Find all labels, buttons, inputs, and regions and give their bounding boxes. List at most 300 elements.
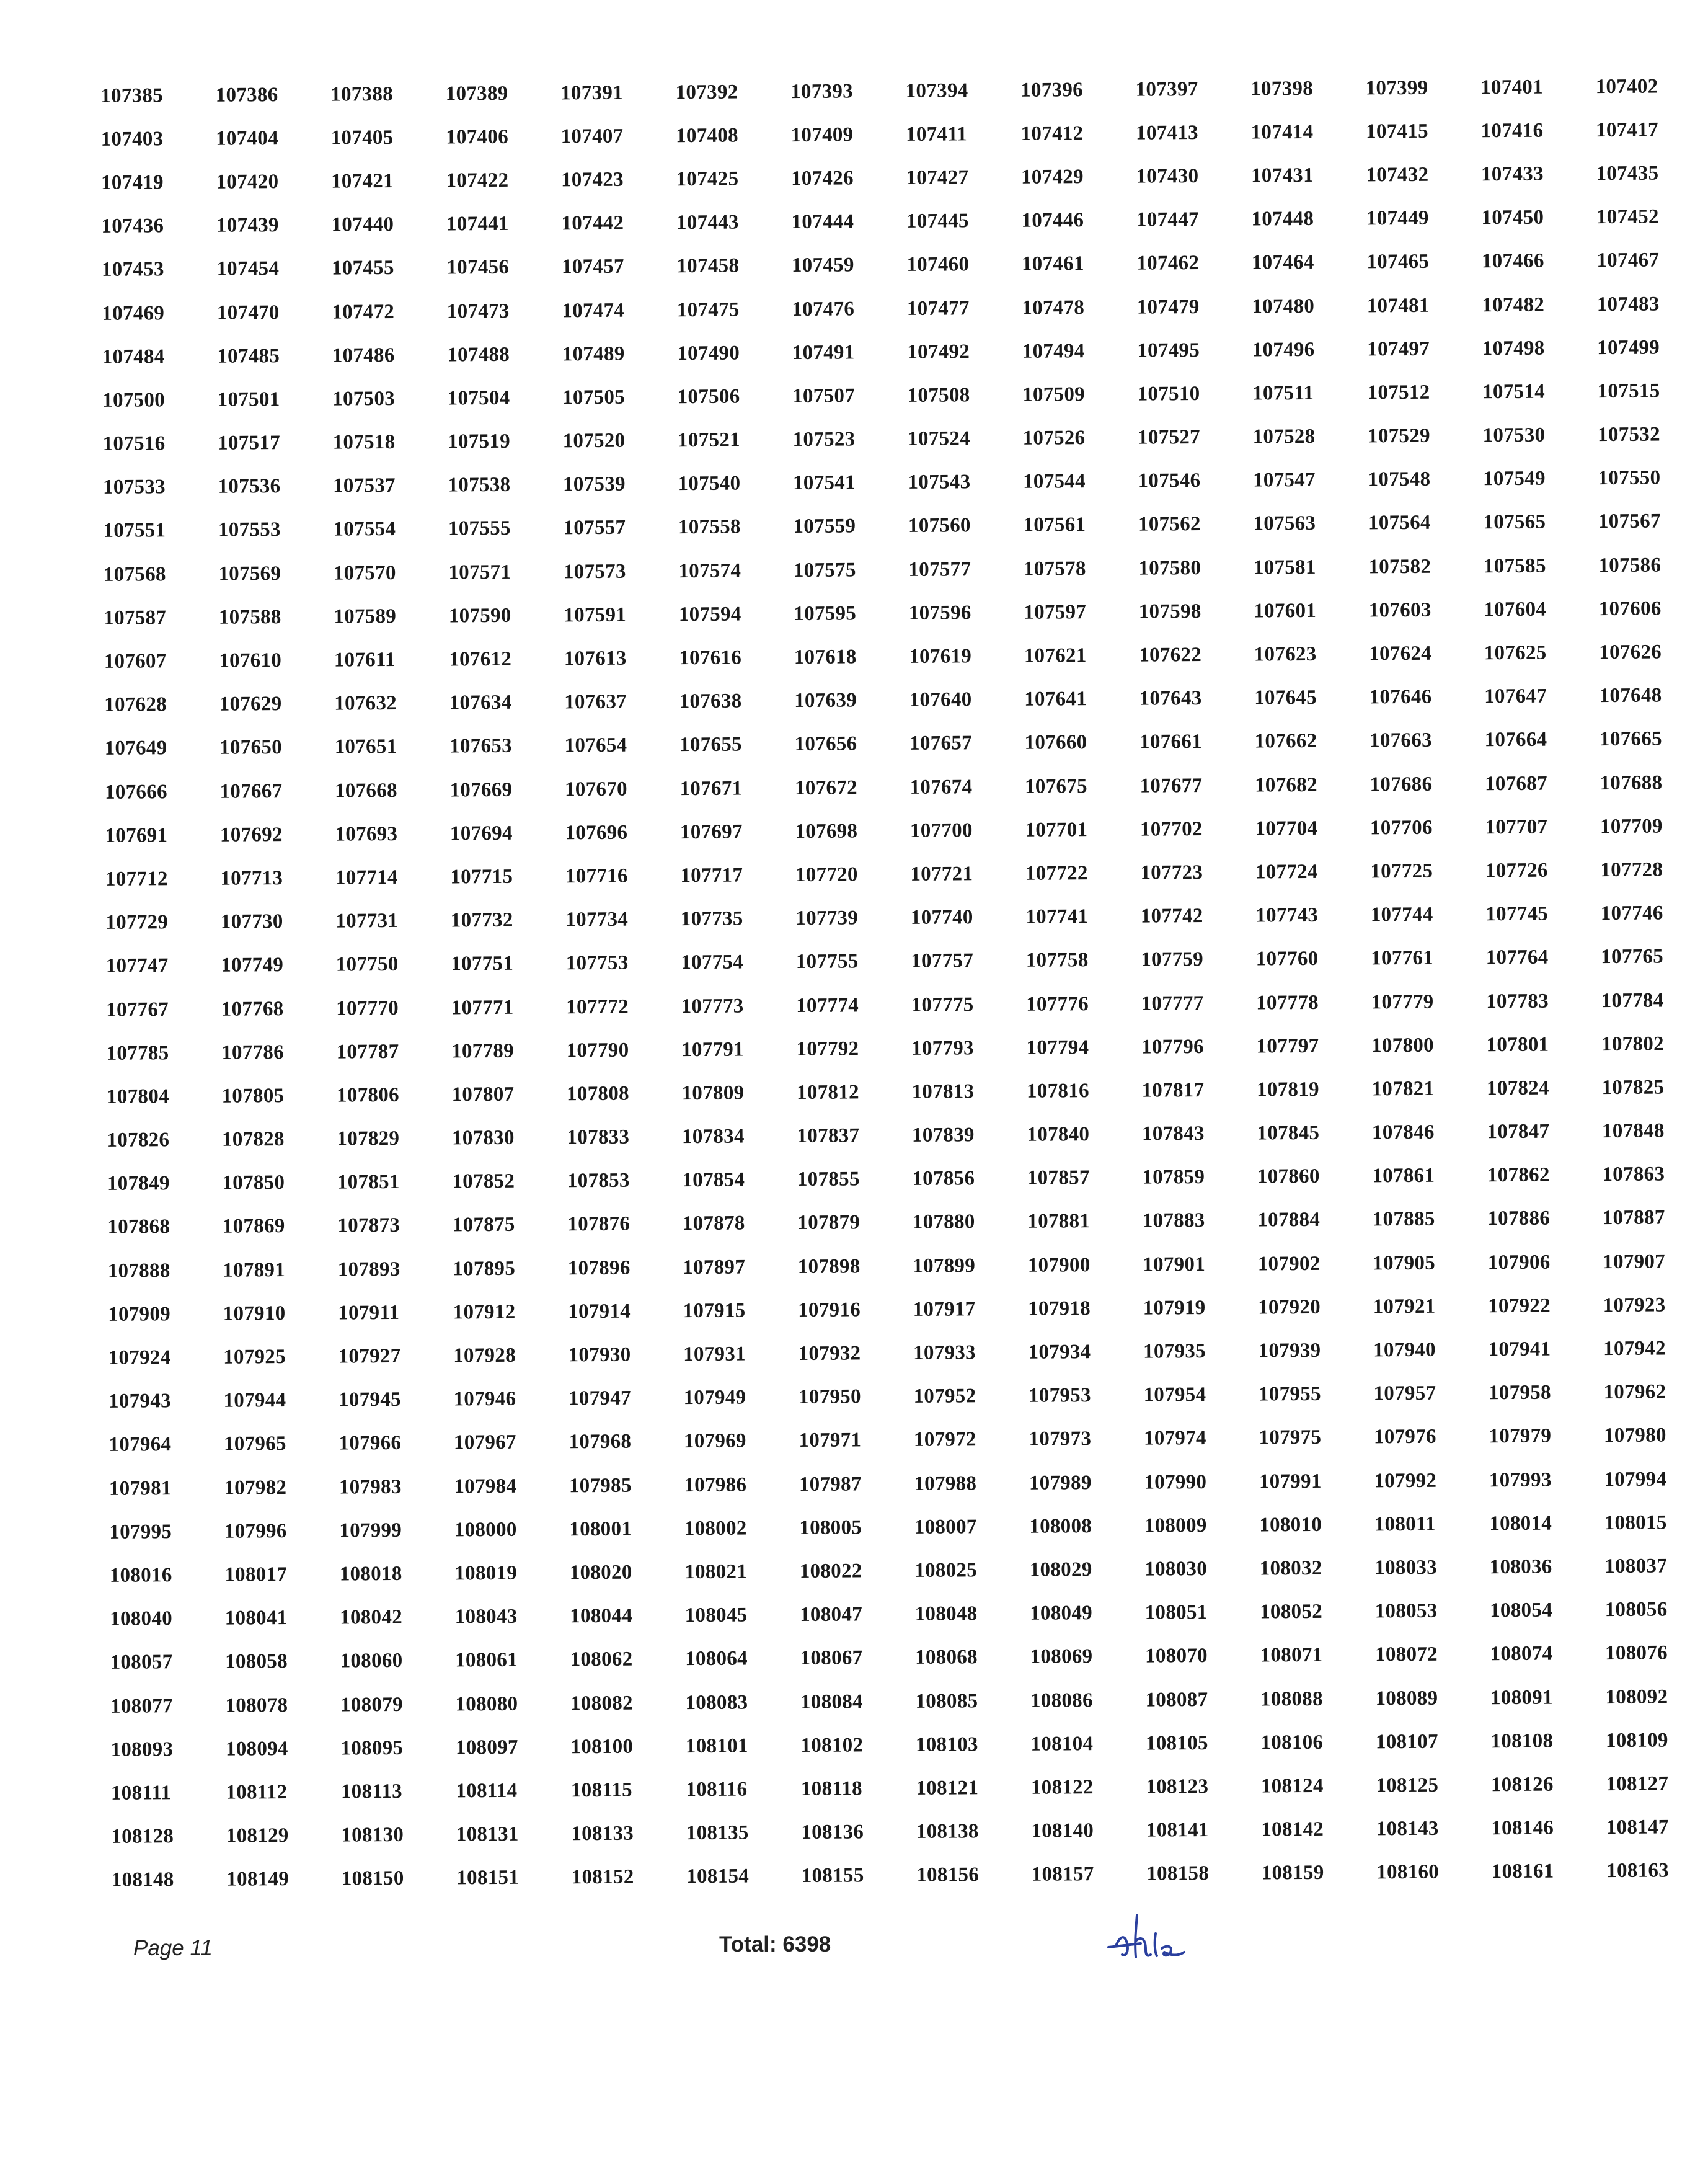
number-cell: 107449 — [1366, 206, 1429, 230]
number-row — [98, 1849, 1708, 1903]
number-cell: 107509 — [1022, 383, 1086, 406]
number-cell: 108019 — [454, 1561, 518, 1585]
number-cell: 107825 — [1601, 1076, 1665, 1099]
number-cell: 108094 — [225, 1737, 288, 1761]
number-cell: 108138 — [916, 1820, 979, 1843]
number-cell: 108011 — [1374, 1512, 1436, 1536]
number-cell: 108158 — [1146, 1862, 1210, 1885]
number-cell: 107734 — [565, 908, 629, 931]
number-cell: 108033 — [1374, 1556, 1438, 1579]
number-cell: 108102 — [800, 1734, 864, 1757]
number-cell: 107483 — [1596, 293, 1660, 316]
number-cell: 107700 — [909, 819, 973, 842]
number-cell: 107641 — [1024, 688, 1087, 711]
number-cell: 108078 — [225, 1694, 288, 1717]
number-cell: 108155 — [801, 1864, 864, 1888]
number-cell: 107783 — [1486, 990, 1549, 1013]
number-cell: 108069 — [1030, 1645, 1093, 1669]
number-cell: 107702 — [1139, 817, 1203, 841]
number-cell: 107746 — [1600, 902, 1663, 925]
number-cell: 107561 — [1023, 513, 1086, 537]
number-cell: 107754 — [681, 951, 744, 974]
number-cell: 107742 — [1140, 905, 1203, 928]
number-cell: 107981 — [108, 1477, 172, 1500]
number-cell: 107409 — [790, 123, 854, 146]
number-cell: 107478 — [1022, 296, 1085, 319]
number-cell: 107996 — [224, 1519, 287, 1543]
number-cell: 107758 — [1025, 949, 1089, 972]
number-cell: 108077 — [110, 1694, 173, 1718]
number-cell: 107645 — [1254, 686, 1317, 709]
number-cell: 107595 — [794, 602, 857, 625]
number-cell: 107441 — [446, 213, 509, 236]
number-cell: 107765 — [1601, 945, 1664, 969]
number-cell: 107990 — [1144, 1470, 1207, 1494]
number-cell: 107994 — [1604, 1468, 1667, 1491]
number-cell: 108025 — [914, 1559, 978, 1582]
number-cell: 107412 — [1020, 122, 1084, 145]
number-cell: 107731 — [335, 910, 399, 933]
number-cell: 107891 — [223, 1258, 286, 1282]
number-cell: 107897 — [683, 1256, 746, 1279]
number-cell: 107915 — [683, 1299, 746, 1323]
number-cell: 107984 — [454, 1475, 517, 1498]
number-cell: 107464 — [1251, 251, 1314, 274]
number-cell: 107649 — [104, 737, 167, 760]
number-cell: 107696 — [565, 821, 628, 845]
number-cell: 107944 — [223, 1389, 286, 1412]
number-cell: 107761 — [1371, 947, 1434, 970]
number-cell: 108030 — [1144, 1557, 1208, 1581]
number-cell: 107869 — [222, 1215, 285, 1238]
number-cell: 108056 — [1604, 1598, 1668, 1622]
number-cell: 107397 — [1135, 78, 1198, 101]
number-cell: 107804 — [106, 1085, 169, 1108]
number-cell: 108140 — [1031, 1819, 1094, 1842]
number-cell: 108015 — [1604, 1511, 1667, 1534]
number-cell: 108083 — [685, 1691, 748, 1714]
number-cell: 107900 — [1027, 1253, 1091, 1277]
number-cell: 107773 — [681, 995, 744, 1018]
number-cell: 107893 — [337, 1258, 400, 1281]
number-cell: 108148 — [111, 1868, 174, 1892]
number-cell: 107986 — [684, 1473, 747, 1496]
number-cell: 107802 — [1601, 1032, 1665, 1055]
number-cell: 108100 — [570, 1735, 634, 1759]
number-cell: 107805 — [221, 1084, 285, 1108]
number-cell: 108058 — [225, 1650, 288, 1674]
number-cell: 107473 — [446, 300, 510, 322]
number-cell: 107830 — [451, 1126, 515, 1150]
number-cell: 107518 — [332, 431, 396, 454]
number-cell: 107442 — [561, 211, 624, 235]
number-cell: 108047 — [800, 1603, 863, 1627]
number-cell: 107964 — [108, 1433, 172, 1457]
number-cell: 107656 — [794, 732, 857, 756]
number-cell: 108032 — [1259, 1557, 1322, 1580]
number-cell: 107940 — [1373, 1338, 1436, 1362]
number-cell: 108068 — [915, 1646, 978, 1669]
number-cell: 107498 — [1482, 337, 1545, 360]
number-cell: 107436 — [101, 215, 164, 238]
number-cell: 107757 — [911, 949, 974, 973]
number-cell: 107753 — [565, 952, 629, 975]
number-cell: 107883 — [1142, 1209, 1205, 1233]
number-cell: 107585 — [1483, 554, 1546, 577]
number-cell: 107706 — [1369, 816, 1433, 840]
number-cell: 107770 — [336, 997, 399, 1020]
number-cell: 107607 — [104, 650, 167, 673]
number-cell: 107918 — [1028, 1297, 1091, 1320]
number-cell: 108085 — [915, 1689, 978, 1713]
number-cell: 107448 — [1251, 208, 1314, 231]
number-cell: 107557 — [563, 517, 626, 540]
number-cell: 107411 — [906, 123, 968, 146]
number-cell: 107413 — [1135, 121, 1199, 144]
number-cell: 108105 — [1145, 1731, 1208, 1755]
number-cell: 107993 — [1489, 1468, 1552, 1491]
number-cell: 107560 — [908, 514, 971, 538]
number-cell: 108020 — [569, 1561, 632, 1584]
number-cell: 107588 — [218, 605, 281, 629]
number-cell: 107942 — [1603, 1337, 1666, 1361]
number-cell: 107947 — [568, 1387, 631, 1410]
number-cell: 107779 — [1371, 990, 1434, 1013]
number-cell: 107544 — [1022, 470, 1086, 494]
number-cell: 107480 — [1252, 295, 1315, 318]
number-cell: 108044 — [570, 1604, 633, 1628]
number-cell: 108041 — [224, 1607, 288, 1630]
number-cell: 107983 — [339, 1475, 402, 1499]
number-cell: 107786 — [221, 1041, 285, 1064]
number-cell: 108143 — [1376, 1817, 1439, 1841]
number-cell: 107664 — [1484, 729, 1547, 752]
number-cell: 107887 — [1602, 1206, 1665, 1230]
number-cell: 108084 — [800, 1690, 863, 1713]
number-cell: 107965 — [223, 1432, 286, 1456]
number-cell: 108036 — [1489, 1555, 1552, 1579]
number-cell: 107898 — [797, 1255, 861, 1278]
number-cell: 108092 — [1605, 1685, 1668, 1708]
number-cell: 107648 — [1599, 684, 1662, 708]
number-cell: 107812 — [796, 1081, 859, 1104]
number-cell: 107637 — [564, 690, 627, 714]
number-cell: 108087 — [1145, 1688, 1208, 1712]
number-cell: 107580 — [1138, 556, 1201, 580]
number-cell: 107888 — [107, 1259, 170, 1282]
number-cell: 107598 — [1138, 600, 1201, 623]
number-cell: 107677 — [1139, 774, 1203, 797]
number-cell: 108150 — [341, 1867, 404, 1890]
number-cell: 107459 — [791, 254, 854, 277]
number-cell: 107935 — [1143, 1340, 1206, 1363]
number-cell: 107848 — [1601, 1119, 1665, 1143]
number-cell: 107500 — [102, 389, 166, 412]
number-cell: 107739 — [795, 907, 859, 930]
number-cell: 108057 — [110, 1651, 173, 1674]
number-cell: 107517 — [218, 432, 281, 455]
number-cell: 107533 — [102, 476, 166, 499]
number-cell: 108074 — [1490, 1642, 1553, 1666]
number-cell: 107895 — [453, 1257, 516, 1281]
number-cell: 107834 — [681, 1125, 745, 1148]
number-cell: 108116 — [686, 1778, 748, 1801]
number-cell: 107610 — [219, 649, 282, 672]
number-cell: 107912 — [453, 1300, 516, 1324]
number-cell: 107559 — [793, 515, 856, 538]
number-cell: 107541 — [792, 471, 856, 495]
number-cell: 107958 — [1488, 1381, 1551, 1405]
number-cell: 107460 — [906, 253, 970, 277]
number-cell: 107943 — [108, 1390, 171, 1413]
number-cell: 108043 — [454, 1605, 518, 1628]
number-cell: 107392 — [675, 81, 738, 104]
number-cell: 107845 — [1257, 1121, 1320, 1145]
number-cell: 108080 — [455, 1692, 518, 1715]
number-cell: 107826 — [107, 1129, 170, 1152]
number-cell: 107728 — [1600, 858, 1663, 882]
number-cell: 107824 — [1486, 1077, 1549, 1100]
number-cell: 107880 — [912, 1210, 975, 1234]
number-cell: 107619 — [909, 645, 972, 668]
number-cell: 108152 — [571, 1865, 634, 1889]
number-cell: 107396 — [1020, 78, 1084, 102]
number-cell: 108091 — [1490, 1686, 1553, 1709]
number-cell: 107551 — [103, 519, 166, 543]
number-cell: 107928 — [453, 1344, 516, 1367]
number-cell: 107466 — [1481, 249, 1544, 273]
number-cell: 107528 — [1252, 425, 1316, 448]
number-cell: 107846 — [1371, 1121, 1435, 1144]
number-cell: 107743 — [1255, 904, 1319, 927]
number-cell: 107606 — [1598, 597, 1662, 620]
number-cell: 107968 — [569, 1431, 632, 1454]
number-cell: 107901 — [1143, 1253, 1206, 1276]
number-cell: 107905 — [1373, 1251, 1436, 1275]
number-cell: 107688 — [1600, 771, 1663, 794]
number-cell: 107794 — [1026, 1036, 1089, 1059]
number-cell: 107626 — [1599, 641, 1662, 664]
number-cell: 107934 — [1028, 1341, 1091, 1364]
number-cell: 108131 — [456, 1823, 519, 1846]
number-cell: 107616 — [679, 646, 742, 670]
number-cell: 108129 — [226, 1824, 289, 1847]
number-cell: 108135 — [686, 1821, 749, 1845]
number-cell: 108149 — [226, 1868, 290, 1891]
number-cell: 107715 — [450, 865, 513, 889]
number-cell: 108101 — [685, 1734, 748, 1757]
total-label-text: Total: — [719, 1932, 777, 1956]
number-cell: 108133 — [571, 1822, 634, 1845]
number-cell: 107530 — [1482, 424, 1546, 447]
number-cell: 107421 — [330, 169, 394, 193]
number-cell: 107646 — [1369, 685, 1432, 709]
number-cell: 108022 — [799, 1560, 862, 1583]
number-cell: 107439 — [216, 214, 279, 237]
number-cell: 107899 — [913, 1254, 976, 1277]
number-cell: 107453 — [101, 258, 164, 282]
number-cell: 108042 — [340, 1606, 403, 1629]
number-cell: 108054 — [1490, 1599, 1553, 1622]
number-cell: 107565 — [1483, 511, 1546, 534]
number-cell: 107467 — [1596, 249, 1660, 272]
number-cell: 107586 — [1598, 554, 1662, 577]
number-cell: 107751 — [451, 953, 514, 975]
number-cell: 107909 — [108, 1303, 171, 1326]
number-cell: 107982 — [224, 1476, 287, 1499]
number-cell: 107406 — [446, 125, 509, 149]
number-cell: 108089 — [1375, 1687, 1438, 1710]
number-cell: 107933 — [913, 1341, 976, 1364]
number-cell: 107932 — [798, 1342, 861, 1366]
number-cell: 107801 — [1486, 1033, 1549, 1056]
number-cell: 108136 — [801, 1821, 864, 1844]
number-cell: 107807 — [451, 1083, 515, 1106]
number-cell: 107444 — [791, 210, 854, 234]
number-cell: 107426 — [790, 167, 854, 190]
number-cell: 107709 — [1600, 815, 1663, 838]
number-cell: 107957 — [1373, 1382, 1436, 1405]
number-cell: 108009 — [1144, 1514, 1207, 1537]
number-cell: 107980 — [1603, 1424, 1666, 1447]
number-cell: 107408 — [676, 124, 739, 147]
number-cell: 108125 — [1376, 1774, 1439, 1797]
number-cell: 107514 — [1482, 380, 1546, 404]
number-cell: 107385 — [100, 84, 164, 107]
number-cell: 107840 — [1027, 1123, 1090, 1146]
number-cell: 107747 — [105, 954, 169, 978]
number-cell: 107662 — [1254, 730, 1317, 753]
number-cell: 108122 — [1030, 1776, 1094, 1799]
number-cell: 107732 — [450, 908, 513, 932]
number-cell: 107632 — [334, 692, 397, 715]
number-cell: 107969 — [683, 1429, 746, 1453]
number-cell: 107672 — [794, 776, 857, 799]
number-cell: 107422 — [446, 169, 509, 192]
number-cell: 107432 — [1366, 163, 1429, 187]
number-cell: 107581 — [1253, 556, 1316, 579]
number-cell: 107515 — [1597, 380, 1660, 403]
number-cell: 107624 — [1369, 642, 1432, 665]
number-cell: 108052 — [1260, 1601, 1323, 1623]
number-cell: 108029 — [1029, 1558, 1092, 1581]
number-cell: 107776 — [1026, 992, 1089, 1016]
number-cell: 108072 — [1374, 1643, 1438, 1666]
number-cell: 107507 — [792, 384, 856, 407]
number-cell: 108008 — [1029, 1514, 1092, 1538]
number-cell: 107414 — [1250, 120, 1314, 144]
number-cell: 107629 — [219, 693, 282, 716]
number-cell: 107884 — [1257, 1209, 1321, 1232]
number-cell: 107999 — [339, 1519, 402, 1542]
number-cell: 107837 — [797, 1124, 860, 1148]
number-cell: 107461 — [1021, 252, 1084, 276]
number-cell: 107570 — [333, 561, 396, 585]
number-cell: 107454 — [216, 257, 280, 281]
number-cell: 107503 — [332, 387, 396, 411]
number-cell: 107628 — [104, 693, 167, 717]
number-cell: 108126 — [1490, 1773, 1554, 1796]
number-cell: 107520 — [562, 429, 626, 453]
number-cell: 108106 — [1260, 1731, 1324, 1754]
number-cell: 107582 — [1368, 555, 1431, 579]
number-cell: 107491 — [792, 341, 855, 364]
number-cell: 107847 — [1487, 1120, 1550, 1144]
number-cell: 108037 — [1604, 1555, 1668, 1578]
number-cell: 107394 — [905, 79, 968, 102]
number-cell: 107735 — [680, 907, 743, 931]
number-cell: 107854 — [682, 1168, 745, 1192]
number-cell: 108061 — [455, 1649, 518, 1672]
number-cell: 107721 — [910, 863, 973, 886]
number-cell: 107791 — [681, 1038, 745, 1061]
number-cell: 107651 — [334, 735, 397, 758]
number-table-body — [87, 64, 1708, 1903]
number-cell: 108111 — [110, 1782, 172, 1805]
number-cell: 107462 — [1136, 252, 1200, 275]
number-cell: 107924 — [108, 1346, 171, 1369]
number-cell: 107540 — [678, 472, 741, 495]
number-cell: 107777 — [1141, 992, 1204, 1015]
number-cell: 107790 — [566, 1039, 629, 1062]
number-cell: 107612 — [449, 647, 512, 671]
number-cell: 108115 — [570, 1779, 633, 1802]
number-cell: 107573 — [563, 560, 626, 583]
number-cell: 107772 — [566, 995, 629, 1018]
number-cell: 107778 — [1256, 991, 1319, 1015]
number-cell: 107670 — [564, 778, 627, 801]
number-cell: 107712 — [105, 868, 168, 890]
number-cell: 107578 — [1023, 557, 1086, 580]
number-table — [87, 64, 1708, 1903]
number-cell: 107472 — [332, 300, 395, 324]
number-cell: 107720 — [795, 863, 858, 887]
number-cell: 107407 — [560, 125, 624, 148]
number-cell: 107971 — [799, 1429, 862, 1452]
number-cell: 107945 — [338, 1388, 401, 1411]
number-cell: 107549 — [1482, 467, 1546, 491]
number-cell: 107809 — [681, 1081, 745, 1105]
number-cell: 108160 — [1376, 1861, 1440, 1884]
number-cell: 108048 — [914, 1602, 978, 1626]
number-cell: 107393 — [790, 80, 854, 103]
number-cell: 107537 — [332, 474, 396, 497]
number-cell: 107476 — [792, 297, 855, 321]
number-cell: 107833 — [567, 1126, 630, 1149]
number-cell: 107529 — [1367, 424, 1431, 448]
number-cell: 107995 — [109, 1520, 172, 1543]
number-cell: 108109 — [1605, 1729, 1668, 1752]
number-cell: 107764 — [1485, 946, 1549, 969]
number-cell: 107813 — [911, 1080, 975, 1103]
number-cell: 107775 — [911, 993, 974, 1016]
number-cell: 107638 — [679, 690, 742, 713]
number-cell: 107603 — [1368, 598, 1431, 622]
number-cell: 108014 — [1489, 1512, 1552, 1535]
number-cell: 108113 — [340, 1780, 403, 1803]
number-cell: 107714 — [335, 866, 398, 889]
number-cell: 107946 — [453, 1388, 516, 1411]
number-cell: 108154 — [686, 1865, 750, 1888]
number-cell: 107497 — [1367, 337, 1430, 361]
number-cell: 107692 — [219, 823, 283, 846]
number-cell: 107558 — [678, 516, 741, 539]
number-cell: 107855 — [797, 1168, 860, 1191]
page-number-label: Page 11 — [133, 1936, 213, 1960]
number-cell: 108161 — [1491, 1860, 1554, 1883]
number-cell: 107950 — [798, 1385, 861, 1409]
number-cell: 107447 — [1136, 208, 1199, 231]
